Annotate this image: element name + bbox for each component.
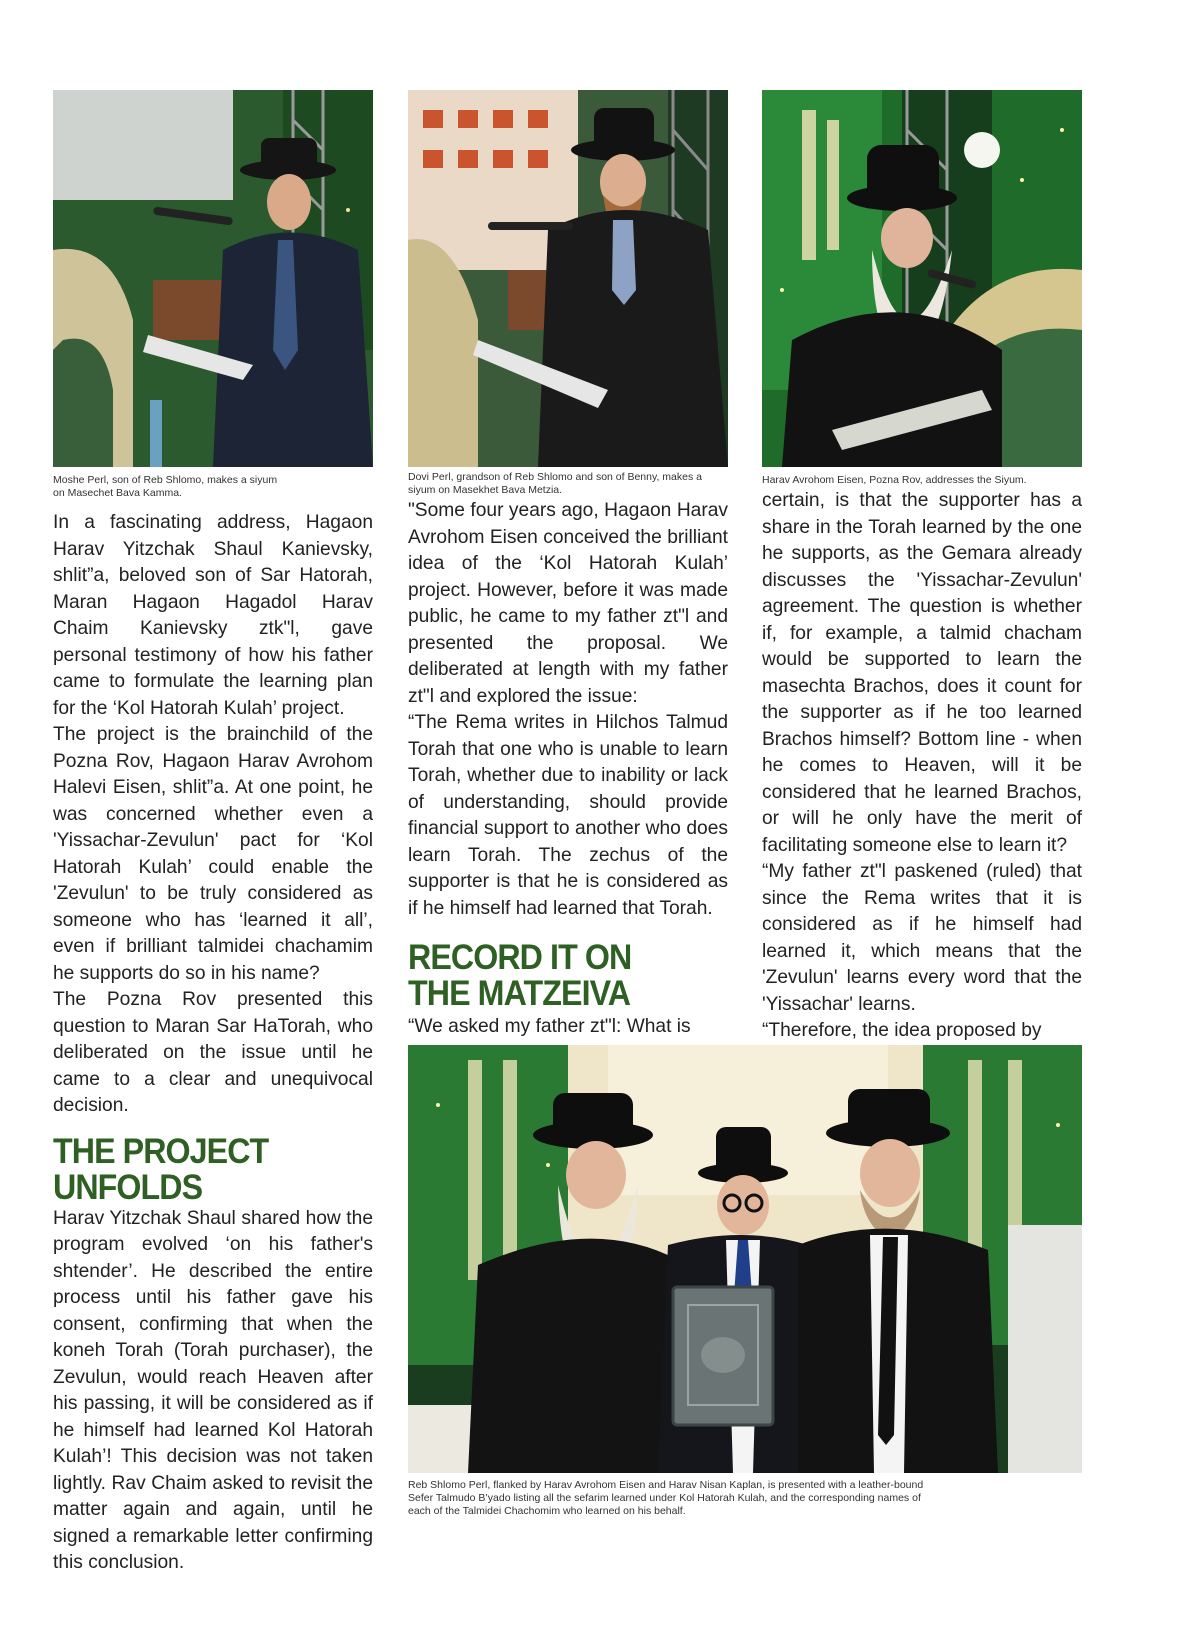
- paragraph: Harav Yitzchak Shaul shared how the program evolved ‘on his father's shtender’. He described the entire process until his father gave his consent, confirming that when the koneh Torah (Torah purchaser), the Zevulun, would reach Heaven after his passing, it will be considered as if he himself had learned Kol Hatorah Kulah’! This decision was not taken lightly. Rav Chaim asked to revisit the matter again and again, until he signed a remarkable letter confirming this conclusion.: [53, 1207, 373, 1573]
- paragraph: In a fascinating address, Hagaon Harav Yitzchak Shaul Kanievsky, shlit”a, beloved son of Sar Hatorah, Maran Hagaon Hagadol Harav Chaim Kanievsky ztk"l, gave personal testimony of how his father came to formulate the learning plan for the ‘Kol Hatorah Kulah’ project.: [53, 512, 373, 719]
- photo-dovi-perl: [408, 90, 728, 467]
- photo-avrohom-eisen: [762, 90, 1082, 467]
- article-column-1: [53, 510, 373, 1577]
- section-heading-record-matzeiva: RECORD IT ON THE MATZEIVA: [408, 938, 632, 1013]
- photo-dovi-perl-caption: Dovi Perl, grandson of Reb Shlomo and son of Benny, makes a siyum on Masekhet Bava Metzia.: [408, 471, 702, 496]
- photo-presentation-image: [408, 1045, 1082, 1473]
- photo-presentation: [408, 1045, 1082, 1473]
- paragraph: The project is the brainchild of the Pozna Rov, Hagaon Harav Avrohom Halevi Eisen, shlit”a. At one point, he was concerned whether even a 'Yissachar-Zevulun' pact for ‘Kol Hatorah Kulah’ could enable the 'Zevulun' to be truly considered as someone who has ‘learned it all’, even if brilliant talmidei chachamim he supports do so in his name?: [53, 724, 373, 984]
- article-column-3: [762, 488, 1082, 1045]
- photo-moshe-perl-caption: Moshe Perl, son of Reb Shlomo, makes a siyum on Masechet Bava Kamma.: [53, 474, 278, 499]
- photo-presentation-caption: Reb Shlomo Perl, flanked by Harav Avrohom Eisen and Harav Nisan Kaplan, is presented with a leather-bound Sefer Talmudo B’yado listing all the sefarim learned under Kol Hatorah Kulah, and the corresponding names of each of the Talmidei Chachomim who learned on his behalf.: [408, 1479, 924, 1517]
- paragraph: “We asked my father zt"l: What is: [408, 1016, 691, 1037]
- paragraph: “My father zt"l paskened (ruled) that since the Rema writes that it is considered as if he himself had learned it, which means that the 'Zevulun' learns every word that the 'Yissachar' learns.: [762, 861, 1082, 1015]
- photo-avrohom-eisen-image: [762, 90, 1082, 467]
- photo-moshe-perl: [53, 90, 373, 467]
- article-column-2: [408, 498, 728, 1041]
- photo-dovi-perl-image: [408, 90, 728, 467]
- paragraph: “The Rema writes in Hilchos Talmud Torah that one who is unable to learn Torah, whether due to inability or lack of understanding, should provide financial support to another who does learn Torah. The zechus of the supporter is that he is considered as if he himself had learned that Torah.: [408, 712, 728, 919]
- paragraph: "Some four years ago, Hagaon Harav Avrohom Eisen conceived the brilliant idea of the ‘Kol Hatorah Kulah’ project. However, before it was made public, he came to my father zt"l and presented the proposal. We deliberated at length with my father zt"l and explored the issue:: [408, 500, 728, 707]
- paragraph: certain, is that the supporter has a share in the Torah learned by the one he supports, as the Gemara already discusses the 'Yissachar-Zevulun' agreement. The question is whether if, for example, a talmid chacham would be supported to learn the masechta Brachos, does it count for the supporter as if he too learned Brachos himself? Bottom line - when he comes to Heaven, will it be considered that he learned Brachos, or will he only have the merit of facilitating someone else to learn it?: [762, 490, 1082, 856]
- section-heading-project-unfolds: THE PROJECT UNFOLDS: [53, 1131, 269, 1207]
- photo-avrohom-eisen-caption: Harav Avrohom Eisen, Pozna Rov, addresses the Siyum.: [762, 474, 1027, 486]
- paragraph: “Therefore, the idea proposed by: [762, 1020, 1042, 1041]
- paragraph: The Pozna Rov presented this question to Maran Sar HaTorah, who deliberated on the issue until he came to a clear and unequivocal decision.: [53, 989, 373, 1116]
- photo-moshe-perl-image: [53, 90, 373, 467]
